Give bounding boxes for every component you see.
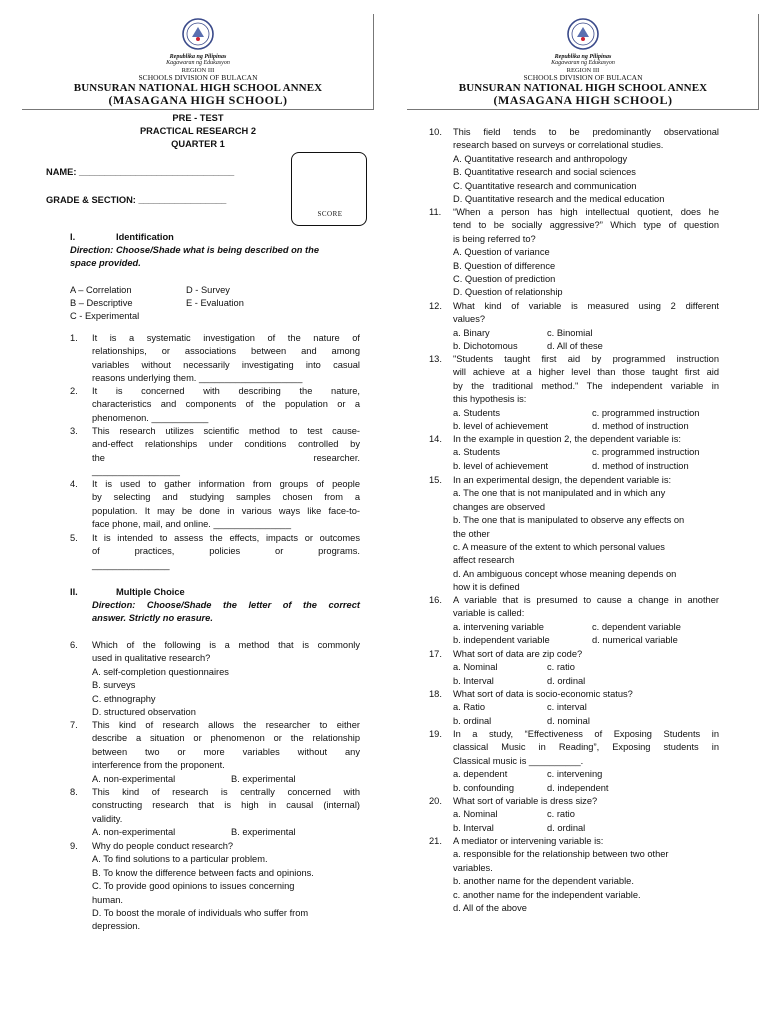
answer-option[interactable]: b. confounding	[453, 782, 514, 793]
answer-option[interactable]: b. The one that is manipulated to observe any effects on	[453, 515, 685, 526]
answer-option[interactable]: A. non-experimental	[92, 827, 176, 838]
answer-option[interactable]: B. To know the difference between facts and opinions.	[92, 867, 314, 878]
question-text: validity.	[92, 813, 123, 824]
question-text: interference from the proponent.	[92, 760, 225, 771]
answer-option[interactable]: B. Question of difference	[453, 260, 556, 271]
question-text: variable is called:	[453, 608, 525, 619]
header-border-bottom	[407, 109, 759, 111]
section1-title: Identification	[116, 232, 174, 242]
question-text: In the example in question 2, the dependent variable is:	[453, 434, 681, 444]
question-text: this hypothesis is:	[453, 394, 527, 405]
answer-option[interactable]: b. ordinal	[453, 715, 492, 726]
question-text: the researcher.	[92, 452, 360, 463]
question-text: In a study, “Effectiveness of Exposing Students in	[453, 729, 719, 739]
answer-option[interactable]: a. responsible for the relationship between two other	[453, 849, 669, 860]
question-text: A mediator or intervening variable is:	[453, 836, 604, 846]
question-text: This kind of research allows the researcher to either	[92, 720, 360, 730]
answer-option[interactable]: A. Question of variance	[453, 247, 550, 258]
section1-direction-cont: space provided.	[70, 258, 141, 268]
question-number: 19.	[429, 729, 442, 739]
question-number: 17.	[429, 649, 442, 659]
question-number: 12.	[429, 301, 442, 311]
score-label: SCORE	[317, 210, 343, 218]
question-text: and-effect relationships under conditions controlled by	[92, 439, 360, 450]
answer-option[interactable]: a. Students	[453, 407, 501, 418]
question-text: This kind of research is centrally concerned with	[92, 787, 360, 797]
answer-option[interactable]: human.	[92, 894, 124, 905]
question-text: constructing research that is high in causal (internal)	[92, 800, 360, 811]
answer-option[interactable]: B. Quantitative research and social sciences	[453, 167, 636, 178]
question-text: _________________	[92, 466, 180, 477]
choice-c: C - Experimental	[70, 311, 140, 321]
header-border-right	[758, 14, 760, 110]
question-number: 18.	[429, 689, 442, 699]
grade-section-field[interactable]: GRADE & SECTION: _________________	[46, 195, 227, 205]
question-text: What sort of data are zip code?	[453, 649, 583, 659]
answer-option[interactable]: c. A measure of the extent to which personal values	[453, 542, 665, 552]
question-text: This research utilizes scientific method to test cause-	[92, 426, 360, 436]
answer-option[interactable]: b. level of achievement	[453, 460, 549, 471]
question-number: 1.	[70, 333, 78, 343]
question-text: What sort of variable is dress size?	[453, 796, 598, 806]
question-text: A variable that is presumed to cause a change in another	[453, 595, 719, 605]
question-text: research based on surveys or correlational studies.	[453, 140, 664, 151]
division-line: SCHOOLS DIVISION OF BULACAN	[523, 73, 643, 82]
answer-option[interactable]: C. Quantitative research and communication	[453, 180, 637, 191]
question-number: 2.	[70, 386, 78, 396]
section2-numeral: II.	[70, 587, 78, 597]
question-text: is being referred to?	[453, 233, 536, 244]
question-number: 21.	[429, 836, 442, 846]
question-text: tend to be socially aggressive?” Which type of question	[453, 220, 719, 231]
choice-b: B – Descriptive	[70, 298, 133, 308]
question-text: reasons underlying them. ____________________	[92, 373, 303, 384]
question-number: 15.	[429, 475, 442, 485]
choice-e: E - Evaluation	[186, 298, 244, 308]
answer-option[interactable]: c. programmed instruction	[592, 407, 700, 418]
region-line: REGION III	[566, 67, 600, 74]
answer-option[interactable]: d. All of these	[547, 341, 603, 352]
question-text: “When a person has high intellectual quotient, does he	[453, 207, 719, 217]
question-text: phenomenon. ___________	[92, 412, 209, 423]
question-text: This field tends to be predominantly observational	[453, 127, 719, 137]
department-line: Kagawaran ng Edukasyon	[166, 60, 230, 66]
answer-option[interactable]: a. Ratio	[453, 702, 486, 713]
answer-option[interactable]: B. experimental	[231, 773, 296, 784]
question-number: 16.	[429, 595, 442, 605]
question-text: face phone, mail, and online. _______________	[92, 519, 292, 530]
answer-option[interactable]: A. Quantitative research and anthropology	[453, 153, 628, 164]
answer-option[interactable]: changes are observed	[453, 501, 545, 512]
header-border-bottom	[22, 109, 374, 111]
answer-option[interactable]: variables.	[453, 862, 493, 873]
name-field[interactable]: NAME: ______________________________	[46, 167, 235, 177]
answer-option[interactable]: b. independent variable	[453, 635, 550, 646]
answer-option[interactable]: B. surveys	[92, 680, 136, 691]
answer-option[interactable]: b. level of achievement	[453, 421, 549, 431]
section2-title: Multiple Choice	[116, 587, 185, 597]
answer-option[interactable]: c. dependent variable	[592, 621, 681, 632]
question-text: relationships, or associations between and among	[92, 346, 360, 357]
answer-option[interactable]: a. The one that is not manipulated and in which any	[453, 488, 666, 499]
question-number: 6.	[70, 640, 78, 650]
division-line: SCHOOLS DIVISION OF BULACAN	[138, 73, 258, 82]
question-text: values?	[453, 314, 486, 325]
answer-option[interactable]: d. All of the above	[453, 903, 527, 913]
answer-option[interactable]: A. To find solutions to a particular problem.	[92, 854, 268, 865]
answer-option[interactable]: d. An ambiguous concept whose meaning depends on	[453, 568, 677, 579]
answer-option[interactable]: b. Interval	[453, 822, 494, 833]
question-text: by the traditional method." The independent variable in	[453, 380, 719, 391]
answer-option[interactable]: d. method of instruction	[592, 421, 689, 431]
choice-d: D - Survey	[186, 285, 230, 295]
answer-option[interactable]: a. Nominal	[453, 662, 498, 673]
answer-option[interactable]: a. Students	[453, 447, 501, 458]
question-text: variables without necessarily investigating into casual	[92, 359, 360, 370]
answer-option[interactable]: how it is defined	[453, 582, 520, 593]
question-text: It is concerned with describing the nature,	[92, 386, 360, 396]
question-text: In an experimental design, the dependent variable is:	[453, 475, 672, 485]
question-text: Classical music is __________.	[453, 755, 584, 766]
test-title: PRE - TEST	[172, 113, 224, 123]
question-text: characteristics and components of the population or a	[92, 399, 360, 410]
answer-option[interactable]: D. structured observation	[92, 707, 196, 717]
answer-option[interactable]: a. intervening variable	[453, 621, 544, 632]
question-text: It is used to gather information from groups of people	[92, 479, 360, 489]
answer-option[interactable]: the other	[453, 528, 490, 539]
question-number: 5.	[70, 533, 78, 543]
answer-option[interactable]: d. independent	[547, 782, 609, 793]
question-number: 11.	[429, 207, 442, 217]
question-text: What kind of variable is measured using 2 different	[453, 301, 719, 311]
section1-numeral: I.	[70, 232, 76, 242]
question-number: 13.	[429, 354, 442, 364]
answer-option[interactable]: d. ordinal	[547, 675, 586, 686]
question-text: What sort of data is socio-economic status?	[453, 689, 633, 699]
question-number: 9.	[70, 841, 78, 851]
answer-option[interactable]: C. To provide good opinions to issues concerning	[92, 881, 295, 892]
question-number: 7.	[70, 720, 78, 730]
answer-option[interactable]: d. numerical variable	[592, 635, 678, 646]
deped-seal-icon	[566, 18, 600, 50]
answer-option[interactable]: D. Question of relationship	[453, 287, 563, 298]
question-text: Which of the following is a method that is commonly	[92, 640, 360, 650]
question-text: population. It may be done in various ways like face-to-	[92, 505, 360, 516]
answer-option[interactable]: a. dependent	[453, 769, 508, 780]
answer-option[interactable]: A. non-experimental	[92, 773, 176, 784]
question-text: between two or more variables without any	[92, 746, 360, 757]
answer-option[interactable]: a. Nominal	[453, 809, 498, 820]
answer-option[interactable]: B. experimental	[231, 827, 296, 838]
answer-option[interactable]: b. Interval	[453, 675, 494, 686]
answer-option[interactable]: a. Binary	[453, 327, 490, 338]
question-text: of practices, policies or programs.	[92, 546, 360, 557]
question-text: will achieve at a higher level than those taught first aid	[453, 367, 719, 378]
choice-a: A – Correlation	[70, 285, 132, 295]
section2-direction-cont: answer. Strictly no erasure.	[92, 613, 213, 623]
test-quarter: QUARTER 1	[171, 139, 225, 149]
answer-option[interactable]: C. Question of prediction	[453, 274, 556, 284]
question-text: It is intended to assess the effects, impacts or outcomes	[92, 533, 360, 543]
answer-option[interactable]: A. self-completion questionnaires	[92, 666, 229, 677]
question-text: classical Music in Reading”, Exposing students in	[453, 742, 719, 753]
question-number: 20.	[429, 796, 442, 806]
answer-option[interactable]: c. programmed instruction	[592, 447, 700, 458]
question-text: _______________	[92, 559, 170, 570]
question-text: "Students taught first aid by programmed instruction	[453, 354, 719, 364]
section2-direction: Direction: Choose/Shade the letter of the correct	[92, 600, 360, 610]
answer-option[interactable]: D. To boost the morale of individuals who suffer from	[92, 908, 309, 918]
answer-option[interactable]: d. ordinal	[547, 822, 586, 833]
republic-line: Republika ng Pilipinas	[169, 54, 227, 60]
answer-option[interactable]: c. another name for the independent variable.	[453, 889, 641, 900]
test-subject: PRACTICAL RESEARCH 2	[139, 126, 257, 136]
deped-seal-icon	[181, 18, 215, 50]
department-line: Kagawaran ng Edukasyon	[551, 60, 615, 66]
question-text: by selecting and studying samples chosen from a	[92, 492, 360, 503]
region-line: REGION III	[181, 67, 215, 74]
answer-option[interactable]: C. ethnography	[92, 693, 156, 704]
question-number: 8.	[70, 787, 78, 797]
question-number: 14.	[429, 434, 442, 444]
school-name: BUNSURAN NATIONAL HIGH SCHOOL ANNEX	[458, 82, 708, 94]
header-border-right	[373, 14, 375, 110]
answer-option[interactable]: b. Dichotomous	[453, 341, 518, 352]
school-header-right	[407, 14, 759, 110]
question-text: describe a situation or phenomenon or the relationship	[92, 733, 360, 744]
answer-option[interactable]: d. nominal	[547, 715, 590, 726]
question-text: It is a systematic investigation of the nature of	[92, 333, 360, 343]
answer-option[interactable]: D. Quantitative research and the medical education	[453, 194, 665, 204]
question-number: 4.	[70, 479, 78, 489]
question-text: Why do people conduct research?	[92, 841, 234, 851]
republic-line: Republika ng Pilipinas	[554, 54, 612, 60]
answer-option[interactable]: c. Binomial	[547, 327, 593, 338]
answer-option[interactable]: c. ratio	[547, 662, 575, 673]
school-alt-name: (MASAGANA HIGH SCHOOL)	[108, 93, 288, 107]
question-number: 10.	[429, 127, 442, 137]
section1-direction: Direction: Choose/Shade what is being described on the	[70, 245, 319, 255]
answer-option[interactable]: d. method of instruction	[592, 460, 689, 471]
school-name: BUNSURAN NATIONAL HIGH SCHOOL ANNEX	[73, 82, 323, 94]
school-alt-name: (MASAGANA HIGH SCHOOL)	[493, 93, 673, 107]
answer-option[interactable]: affect research	[453, 555, 515, 566]
answer-option[interactable]: depression.	[92, 921, 141, 932]
answer-option[interactable]: c. ratio	[547, 809, 575, 820]
answer-option[interactable]: b. another name for the dependent variable.	[453, 876, 634, 887]
answer-option[interactable]: c. interval	[547, 702, 587, 713]
school-header-left	[22, 14, 374, 110]
question-text: used in qualitative research?	[92, 653, 211, 664]
question-number: 3.	[70, 426, 78, 436]
answer-option[interactable]: c. intervening	[547, 769, 603, 780]
